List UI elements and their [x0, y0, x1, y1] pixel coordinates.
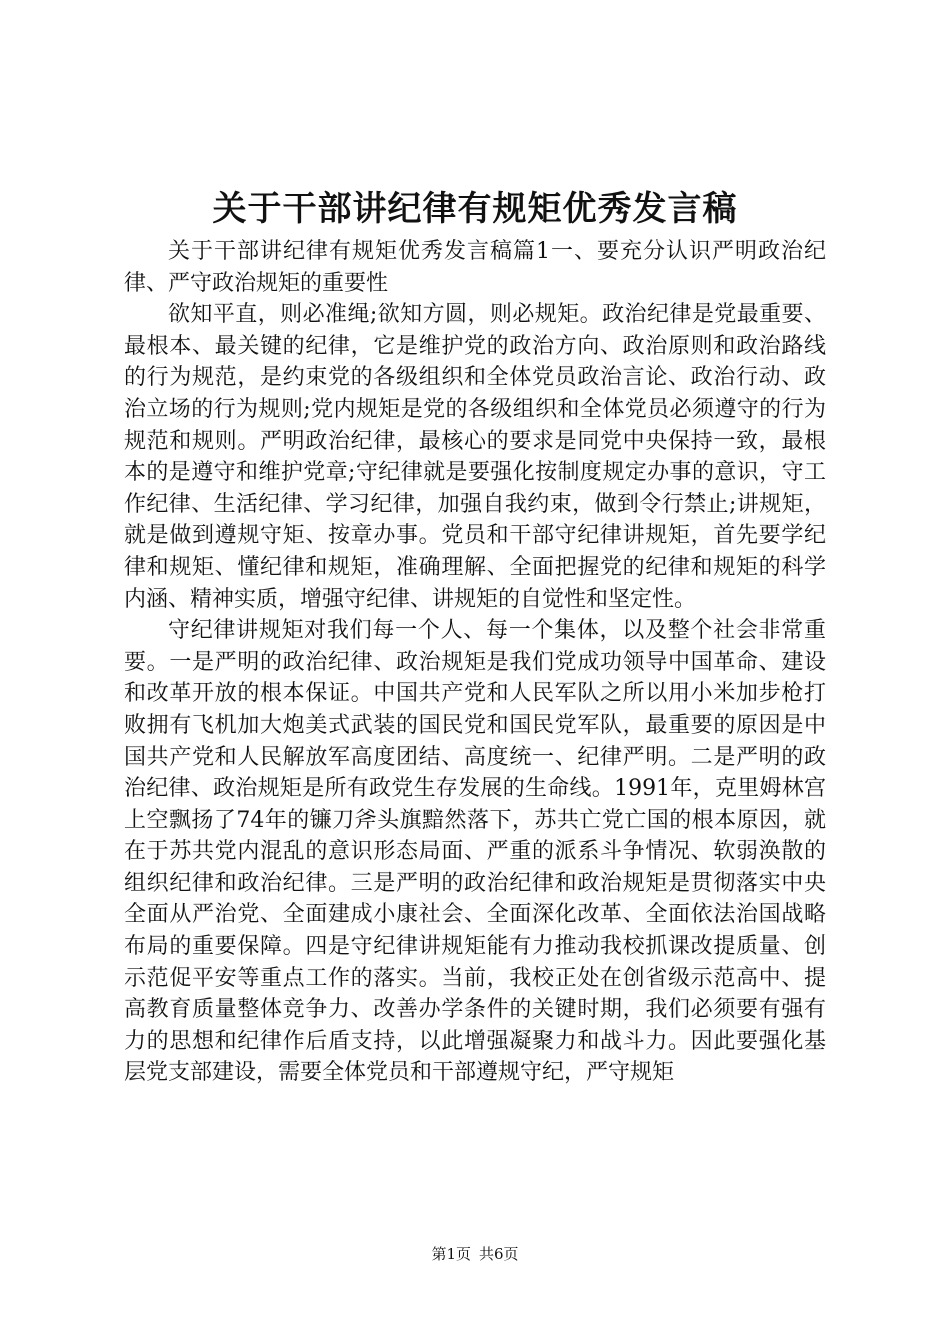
paragraph-importance: 守纪律讲规矩对我们每一个人、每一个集体，以及整个社会非常重要。一是严明的政治纪律、政治规矩是我们党成功领导中国革命、建设和改革开放的根本保证。中国共产党和人民军队之所以用小米加步枪打败拥有飞机加大炮美式武装的国民党和国民党军队，最重要的原因是中国共产党和人民解放军高度团结、高度统一、纪律严明。二是严明的政治纪律、政治规矩是所有政党生存发展的生命线。1991年，克里姆林宫上空飘扬了74年的镰刀斧头旗黯然落下，苏共亡党亡国的根本原因，就在于苏共党内混乱的意识形态局面、严重的派系斗争情况、软弱涣散的组织纪律和政治纪律。三是严明的政治纪律和政治规矩是贯彻落实中央全面从严治党、全面建成小康社会、全面深化改革、全面依法治国战略布局的重要保障。四是守纪律讲规矩能有力推动我校抓课改提质量、创示范促平安等重点工作的落实。当前，我校正处在创省级示范高中、提高教育质量整体竞争力、改善办学条件的关键时期，我们必须要有强有力的思想和纪律作后盾支持，以此增强凝聚力和战斗力。因此要强化基层党支部建设，需要全体党员和干部遵规守纪，严守规矩 — [124, 618, 826, 1086]
paragraph-discipline-definition: 欲知平直，则必准绳;欲知方圆，则必规矩。政治纪律是党最重要、最根本、最关键的纪律，它是维护党的政治方向、政治原则和政治路线的行为规范，是约束党的各级组织和全体党员政治言论、政治行动、政治立场的行为规则;党内规矩是党的各级组织和全体党员必须遵守的行为规范和规则。严明政治纪律，最核心的要求是同党中央保持一致，最根本的是遵守和维护党章;守纪律就是要强化按制度规定办事的意识，守工作纪律、生活纪律、学习纪律，加强自我约束，做到令行禁止;讲规矩，就是做到遵规守矩、按章办事。党员和干部守纪律讲规矩，首先要学纪律和规矩、懂纪律和规矩，准确理解、全面把握党的纪律和规矩的科学内涵、精神实质，增强守纪律、讲规矩的自觉性和坚定性。 — [124, 302, 826, 612]
page-number-current: 第1页 — [431, 1245, 471, 1263]
page-footer — [0, 1244, 950, 1264]
document-title: 关于干部讲纪律有规矩优秀发言稿 — [212, 189, 738, 229]
paragraph-intro: 关于干部讲纪律有规矩优秀发言稿篇1一、要充分认识严明政治纪律、严守政治规矩的重要性 — [124, 239, 826, 296]
page-number-total: 共6页 — [479, 1245, 519, 1263]
document-body — [124, 236, 826, 1089]
